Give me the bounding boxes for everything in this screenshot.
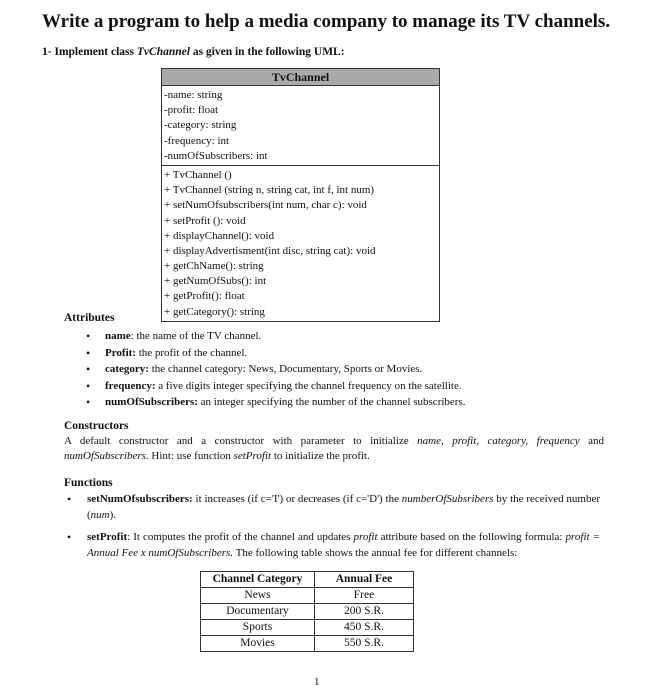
- uml-attribute: -category: string: [164, 119, 237, 132]
- table-row: [201, 588, 414, 604]
- uml-attributes: [162, 86, 439, 166]
- functions-heading: Functions: [64, 477, 113, 489]
- page-number: 1: [314, 676, 320, 688]
- uml-attribute: -frequency: int: [164, 134, 230, 147]
- section-heading: 1- Implement class TvChannel as given in the following UML:: [42, 46, 345, 58]
- table-cell: News: [201, 588, 315, 604]
- table-row: [201, 620, 414, 636]
- table-cell: Movies: [201, 636, 315, 652]
- table-cell: Sports: [201, 620, 315, 636]
- annual-fee-table: [200, 571, 414, 652]
- uml-attribute: -numOfSubscribers: int: [164, 149, 268, 162]
- uml-method: + TvChannel (): [164, 168, 232, 181]
- uml-method: + setProfit (): void: [164, 214, 246, 227]
- uml-class-diagram: [161, 68, 440, 322]
- list-item: • setProfit: It computes the profit of the channel and updates profit attribute based on the following formula: profit = Annual Fee x numOfSubscribers. The following table shows the annual fee for different channels:: [67, 529, 600, 561]
- table-header-row: [201, 572, 414, 588]
- column-header: Channel Category: [201, 572, 315, 588]
- list-item: • frequency: a five digits integer specifying the channel frequency on the satellite.: [86, 378, 465, 395]
- constructors-paragraph: A default constructor and a constructor with parameter to initialize name, profit, category, frequency and numOfSubscribers. Hint: use function setProfit to initialize the profit.: [64, 435, 604, 462]
- list-item: • category: the channel category: News, Documentary, Sports or Movies.: [86, 361, 465, 378]
- uml-method: + getChName(): string: [164, 260, 264, 273]
- uml-attribute: -name: string: [164, 89, 223, 101]
- table-cell: 200 S.R.: [315, 604, 414, 620]
- list-item: • setNumOfsubscribers: it increases (if c='I') or decreases (if c='D') the numberOfSubsribers by the received number (num).: [67, 491, 600, 523]
- table-cell: Documentary: [201, 604, 315, 620]
- table-cell: 450 S.R.: [315, 620, 414, 636]
- attributes-heading: Attributes: [64, 312, 115, 324]
- uml-method: + TvChannel (string n, string cat, int f, int num): [164, 184, 375, 197]
- attributes-list: [86, 328, 465, 411]
- page-title: Write a program to help a media company to manage its TV channels.: [42, 11, 611, 32]
- functions-list: [67, 491, 600, 561]
- uml-method: + getNumOfSubs(): int: [164, 275, 267, 288]
- uml-attribute: -profit: float: [164, 104, 219, 117]
- table-row: [201, 604, 414, 620]
- uml-method: + displayChannel(): void: [164, 229, 275, 242]
- column-header: Annual Fee: [315, 572, 414, 588]
- table-cell: 550 S.R.: [315, 636, 414, 652]
- list-item: • Profit: the profit of the channel.: [86, 345, 465, 362]
- uml-method: + displayAdvertisment(int disc, string cat): void: [164, 244, 376, 257]
- list-item: • name: the name of the TV channel.: [86, 328, 465, 345]
- uml-method: + getCategory(): string: [164, 305, 265, 318]
- uml-class-name: TvChannel: [162, 69, 439, 86]
- table-row: [201, 636, 414, 652]
- constructors-heading: Constructors: [64, 420, 129, 432]
- table-cell: Free: [315, 588, 414, 604]
- uml-method: + getProfit(): float: [164, 290, 245, 303]
- uml-methods: [162, 166, 439, 321]
- uml-method: + setNumOfsubscribers(int num, char c): void: [164, 199, 367, 212]
- list-item: • numOfSubscribers: an integer specifying the number of the channel subscribers.: [86, 394, 465, 411]
